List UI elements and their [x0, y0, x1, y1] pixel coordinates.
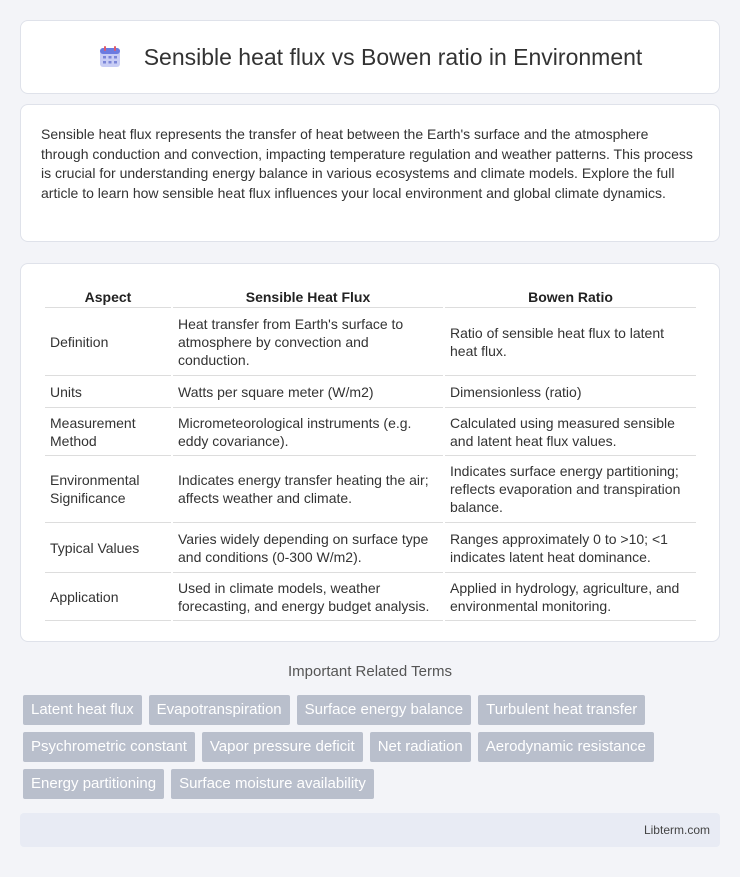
- related-term-tag[interactable]: Surface energy balance: [297, 695, 471, 725]
- related-term-tag[interactable]: Aerodynamic resistance: [478, 732, 654, 762]
- page-title: Sensible heat flux vs Bowen ratio in Environment: [143, 43, 643, 70]
- related-terms-heading: Important Related Terms: [288, 663, 452, 680]
- comparison-table: [43, 284, 698, 621]
- header-aspect: Aspect: [45, 284, 171, 308]
- cell-bowen: Applied in hydrology, agriculture, and environmental monitoring.: [445, 573, 696, 621]
- related-term-tag[interactable]: Vapor pressure deficit: [202, 732, 363, 762]
- cell-sensible: Micrometeorological instruments (e.g. eddy covariance).: [173, 408, 443, 456]
- footer: [20, 813, 720, 847]
- calendar-icon: [98, 45, 122, 69]
- intro-text: Sensible heat flux represents the transfer of heat between the Earth's surface and the atmosphere through conduction and convection, impacting temperature regulation and weather patterns. This process is crucial for understanding energy balance in various ecosystems and climate models. Explore the full article to learn how sensible heat flux influences your local environment and global climate dynamics.: [41, 126, 693, 201]
- table-row: [45, 376, 696, 408]
- header-bowen-ratio: Bowen Ratio: [445, 284, 696, 308]
- related-term-tag[interactable]: Energy partitioning: [23, 769, 164, 799]
- table-row: [45, 523, 696, 573]
- comparison-table-card: [20, 263, 720, 642]
- cell-bowen: Ratio of sensible heat flux to latent heat flux.: [445, 308, 696, 376]
- table-row: [45, 308, 696, 376]
- cell-sensible: Watts per square meter (W/m2): [173, 376, 443, 408]
- cell-aspect: Definition: [45, 308, 171, 376]
- cell-aspect: Application: [45, 573, 171, 621]
- footer-brand-link[interactable]: Libterm.com: [643, 823, 710, 837]
- intro-card: [20, 104, 720, 242]
- header-sensible-heat-flux: Sensible Heat Flux: [173, 284, 443, 308]
- related-term-tag[interactable]: Latent heat flux: [23, 695, 142, 725]
- cell-aspect: Measurement Method: [45, 408, 171, 456]
- title-card: [20, 20, 720, 94]
- cell-aspect: Environmental Significance: [45, 456, 171, 523]
- related-term-tag[interactable]: Net radiation: [370, 732, 471, 762]
- cell-bowen: Ranges approximately 0 to >10; <1 indicates latent heat dominance.: [445, 523, 696, 573]
- cell-aspect: Units: [45, 376, 171, 408]
- table-row: [45, 408, 696, 456]
- related-term-tag[interactable]: Surface moisture availability: [171, 769, 374, 799]
- cell-sensible: Varies widely depending on surface type and conditions (0-300 W/m2).: [173, 523, 443, 573]
- cell-sensible: Heat transfer from Earth's surface to atmosphere by convection and conduction.: [173, 308, 443, 376]
- cell-sensible: Indicates energy transfer heating the air; affects weather and climate.: [173, 456, 443, 523]
- table-row: [45, 573, 696, 621]
- related-term-tag[interactable]: Psychrometric constant: [23, 732, 195, 762]
- related-terms-list: [23, 695, 723, 799]
- cell-bowen: Calculated using measured sensible and latent heat flux values.: [445, 408, 696, 456]
- cell-bowen: Dimensionless (ratio): [445, 376, 696, 408]
- cell-sensible: Used in climate models, weather forecasting, and energy budget analysis.: [173, 573, 443, 621]
- cell-aspect: Typical Values: [45, 523, 171, 573]
- table-row: [45, 456, 696, 523]
- related-term-tag[interactable]: Turbulent heat transfer: [478, 695, 645, 725]
- cell-bowen: Indicates surface energy partitioning; reflects evaporation and transpiration balance.: [445, 456, 696, 523]
- related-term-tag[interactable]: Evapotranspiration: [149, 695, 290, 725]
